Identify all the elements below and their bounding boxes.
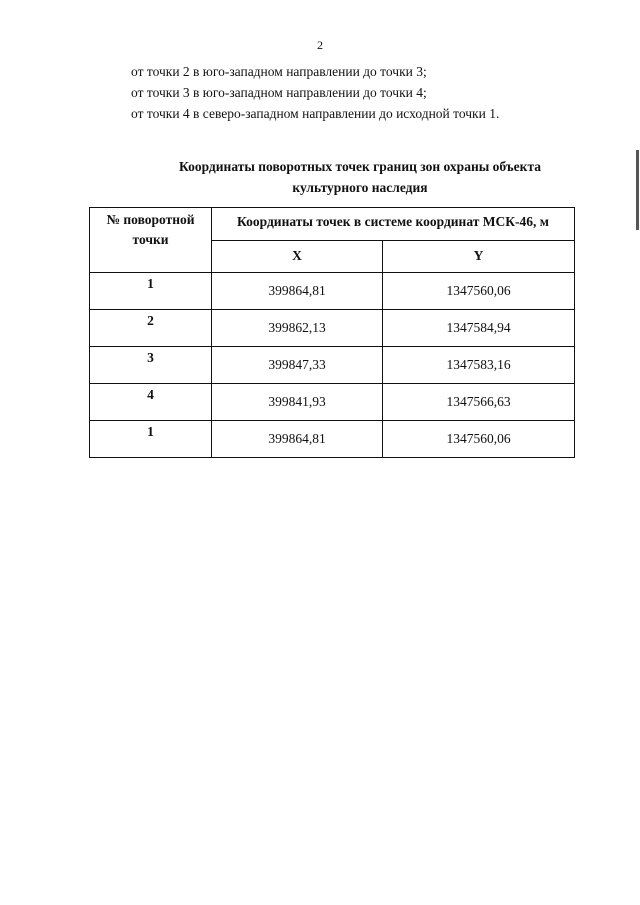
table-heading-line-2: культурного наследия xyxy=(292,180,428,195)
cell-point: 1 xyxy=(90,273,212,310)
header-point-number-line-2: точки xyxy=(132,232,169,247)
cell-y: 1347560,06 xyxy=(383,421,575,458)
header-point-number xyxy=(90,208,212,273)
table-row xyxy=(90,273,575,310)
paragraph-line-3: от точки 4 в северо-западном направлении до исходной точки 1. xyxy=(131,106,500,121)
table-heading xyxy=(80,156,640,198)
page-number: 2 xyxy=(317,38,323,52)
cell-point: 2 xyxy=(90,310,212,347)
cell-y: 1347560,06 xyxy=(383,273,575,310)
cell-y: 1347566,63 xyxy=(383,384,575,421)
coordinates-table xyxy=(89,207,575,458)
scan-edge-mark xyxy=(636,150,639,230)
cell-y: 1347583,16 xyxy=(383,347,575,384)
cell-y: 1347584,94 xyxy=(383,310,575,347)
cell-x: 399864,81 xyxy=(212,273,383,310)
table-row xyxy=(90,421,575,458)
table-row xyxy=(90,347,575,384)
table-heading-line-1: Координаты поворотных точек границ зон охраны объекта xyxy=(178,159,541,174)
header-x: X xyxy=(212,240,383,273)
table-row xyxy=(90,384,575,421)
cell-x: 399862,13 xyxy=(212,310,383,347)
table-row xyxy=(90,310,575,347)
table-header-row xyxy=(90,208,575,241)
cell-point: 3 xyxy=(90,347,212,384)
cell-x: 399864,81 xyxy=(212,421,383,458)
paragraph-line-1: от точки 2 в юго-западном направлении до точки 3; xyxy=(131,64,427,79)
header-y: Y xyxy=(383,240,575,273)
cell-x: 399847,33 xyxy=(212,347,383,384)
cell-point: 1 xyxy=(90,421,212,458)
cell-point: 4 xyxy=(90,384,212,421)
cell-x: 399841,93 xyxy=(212,384,383,421)
header-coordinates: Координаты точек в системе координат МСК-46, м xyxy=(212,208,575,241)
header-point-number-line-1: № поворотной xyxy=(106,212,195,227)
paragraph-line-2: от точки 3 в юго-западном направлении до точки 4; xyxy=(131,85,427,100)
